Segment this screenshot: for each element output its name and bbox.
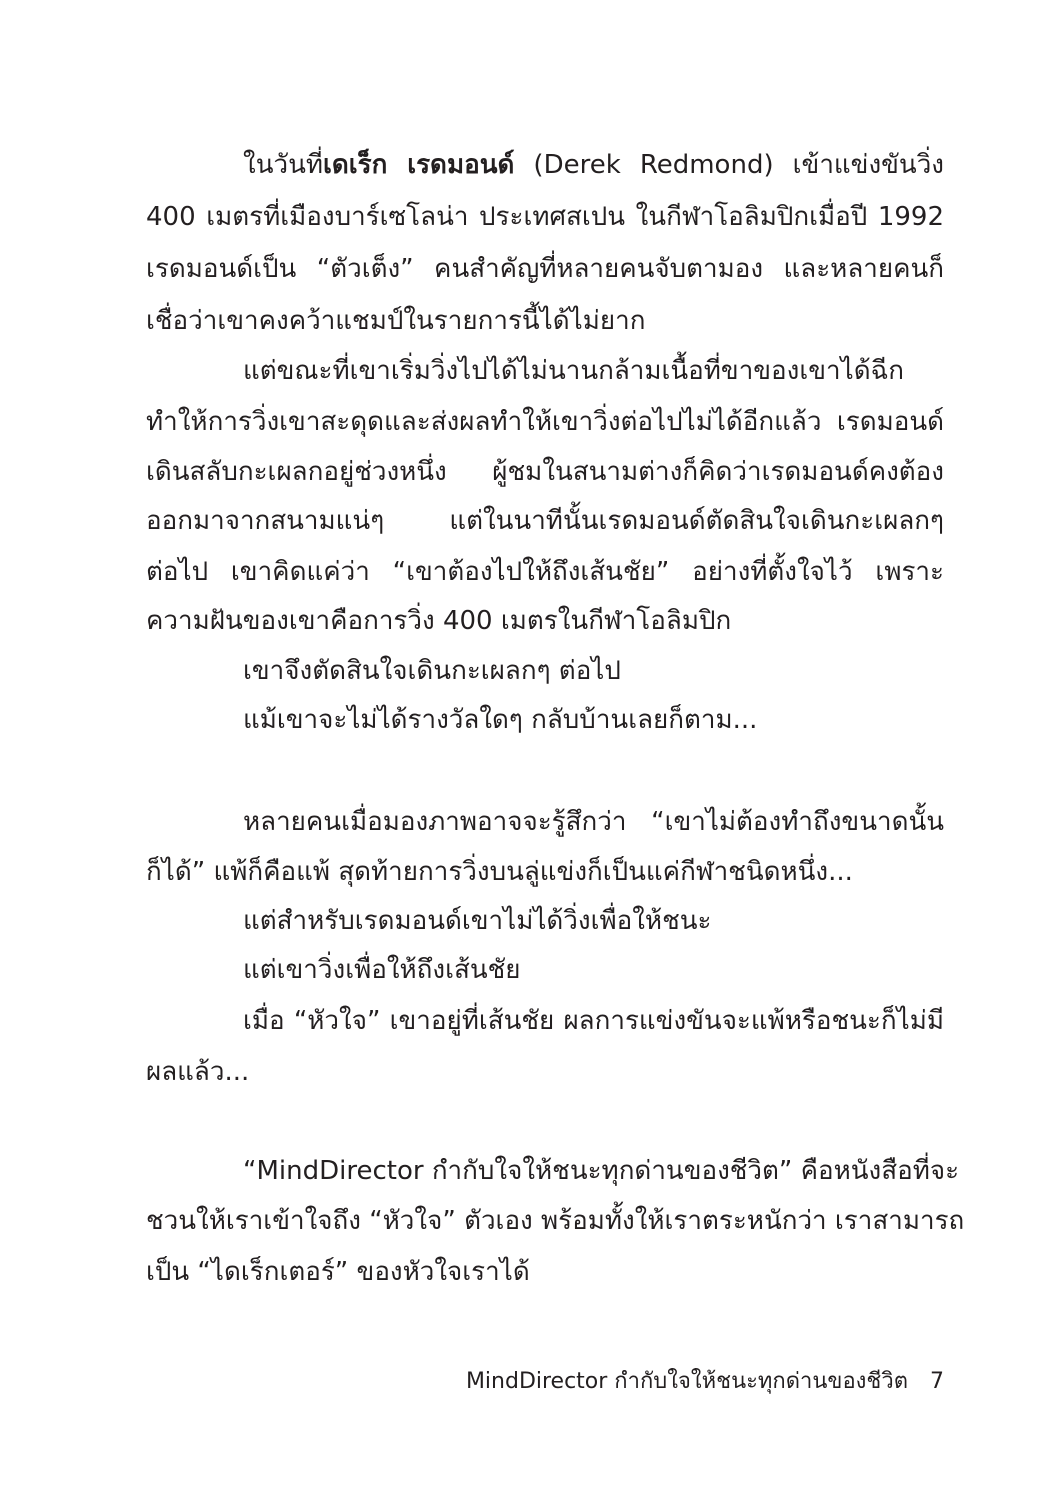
paragraph-line: ต่อไป เขาคิดแค่ว่า “เขาต้องไปให้ถึงเส้นชัย” อย่างที่ตั้งใจไว้ เพราะ — [146, 557, 944, 587]
running-title: MindDirector กำกับใจให้ชนะทุกด่านของชีวิต — [465, 1369, 908, 1394]
paragraph-line: 400 เมตรที่เมืองบาร์เซโลน่า ประเทศสเปน ในกีฬาโอลิมปิกเมื่อปี 1992 — [146, 202, 944, 232]
paragraph-line: แต่สำหรับเรดมอนด์เขาไม่ได้วิ่งเพื่อให้ชนะ — [243, 906, 712, 936]
paragraph-line — [243, 145, 944, 185]
page-footer — [420, 1364, 944, 1400]
text-run: (Derek Redmond) เข้าแข่งขันวิ่ง — [514, 150, 944, 180]
paragraph-line: ออกมาจากสนามแน่ๆ แต่ในนาทีนั้นเรดมอนด์ตัดสินใจเดินกะเผลกๆ — [146, 506, 944, 536]
paragraph-line: แม้เขาจะไม่ได้รางวัลใดๆ กลับบ้านเลยก็ตาม... — [243, 705, 758, 735]
paragraph-line: เดินสลับกะเผลกอยู่ช่วงหนึ่ง ผู้ชมในสนามต่างก็คิดว่าเรดมอนด์คงต้อง — [146, 457, 944, 487]
paragraph-line: ก็ได้” แพ้ก็คือแพ้ สุดท้ายการวิ่งบนลู่แข่งก็เป็นแค่กีฬาชนิดหนึ่ง... — [146, 857, 853, 887]
paragraph-line: เขาจึงตัดสินใจเดินกะเผลกๆ ต่อไป — [243, 656, 621, 686]
paragraph-line: “MindDirector กำกับใจให้ชนะทุกด่านของชีวิต” คือหนังสือที่จะ — [243, 1156, 960, 1186]
paragraph-line: แต่ขณะที่เขาเริ่มวิ่งไปได้ไม่นานกล้ามเนื้อที่ขาของเขาได้ฉีก — [243, 356, 905, 386]
text-run: ในวันที่ — [243, 150, 323, 180]
paragraph-line: เมื่อ “หัวใจ” เขาอยู่ที่เส้นชัย ผลการแข่งขันจะแพ้หรือชนะก็ไม่มี — [243, 1006, 944, 1036]
paragraph-line: หลายคนเมื่อมองภาพอาจจะรู้สึกว่า “เขาไม่ต้องทำถึงขนาดนั้น — [243, 807, 944, 837]
page-number: 7 — [930, 1369, 944, 1394]
paragraph-line: ผลแล้ว... — [146, 1057, 250, 1087]
paragraph-line: เป็น “ไดเร็กเตอร์” ของหัวใจเราได้ — [146, 1257, 530, 1287]
paragraph-line: เรดมอนด์เป็น “ตัวเต็ง” คนสำคัญที่หลายคนจับตามอง และหลายคนก็ — [146, 254, 944, 284]
paragraph-line: ความฝันของเขาคือการวิ่ง 400 เมตรในกีฬาโอลิมปิก — [146, 606, 732, 636]
paragraph-line: เชื่อว่าเขาคงคว้าแชมป์ในรายการนี้ได้ไม่ยาก — [146, 306, 646, 336]
paragraph-line: ทำให้การวิ่งเขาสะดุดและส่งผลทำให้เขาวิ่งต่อไปไม่ได้อีกแล้ว เรดมอนด์ — [146, 407, 944, 437]
paragraph-line: ชวนให้เราเข้าใจถึง “หัวใจ” ตัวเอง พร้อมทั้งให้เราตระหนักว่า เราสามารถ — [146, 1206, 965, 1236]
paragraph-line: แต่เขาวิ่งเพื่อให้ถึงเส้นชัย — [243, 955, 521, 985]
person-name: เดเร็ก เรดมอนด์ — [322, 150, 515, 180]
